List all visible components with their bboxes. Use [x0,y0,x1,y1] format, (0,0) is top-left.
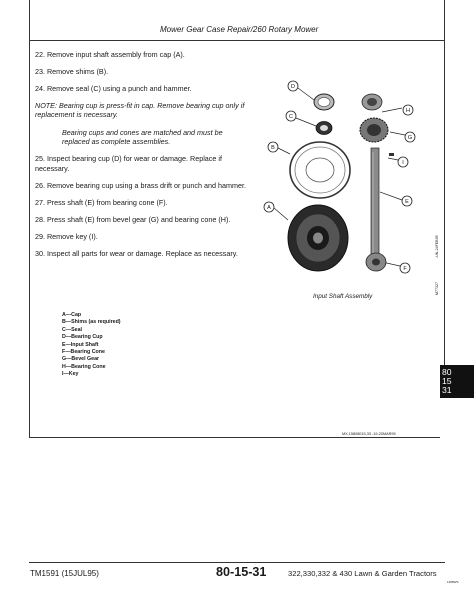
shims-b [290,142,350,198]
callout-c: C [289,114,293,120]
tab-line: 31 [442,384,452,395]
step-24: 24. Remove seal (C) using a punch and hammer. [35,84,192,93]
step-25: 25. Inspect bearing cup (D) for wear or damage. Replace if necessary. [35,154,222,173]
legend-item: E—Input Shaft [62,341,99,348]
figure-caption: Input Shaft Assembly [313,293,373,300]
figure-code-2: M77327 [435,282,439,295]
legend-item: H—Bearing Cone [62,363,106,370]
callout-d: D [291,84,295,90]
left-margin-line [29,0,30,40]
callout-i: I [402,160,404,166]
header-rule [29,40,445,41]
legend-item: G—Bevel Gear [62,356,100,363]
content-right-border [444,40,445,365]
input-shaft-e [371,148,379,260]
footer-page-number: 80-15-31 [216,565,267,579]
page-header-title: Mower Gear Case Repair/260 Rotary Mower [160,25,319,34]
section-tab [440,365,474,398]
callout-b: B [271,145,275,151]
procedure-steps [35,50,250,266]
step-22: 22. Remove input shaft assembly from cap (A). [35,50,185,59]
callout-g: G [407,135,413,141]
small-code: 1308WS [447,580,459,584]
legend-item: A—Cap [62,312,82,318]
input-shaft-assembly-figure [262,80,434,296]
callout-a: A [267,205,271,211]
legend-item: D—Bearing Cup [62,334,103,341]
parts-legend [62,312,121,379]
key-i [389,153,394,156]
step-26: 26. Remove bearing cup using a brass drift or punch and hammer. [35,180,246,190]
step-29: 29. Remove key (I). [35,231,98,241]
step-30: 30. Inspect all parts for wear or damage. Replace as necessary. [35,248,238,258]
figure-code-1: -UN-24FEB95 [435,235,439,258]
legend-item: I—Key [62,371,79,378]
legend-item: F—Bearing Cone [62,349,105,356]
note-text: NOTE: Bearing cup is press-fit in cap. Remove bearing cup only if replacement is necessary. [35,101,245,120]
note-block [35,101,250,147]
callout-e: E [405,199,409,205]
callout-h: H [406,108,410,114]
content-left-border [29,40,30,438]
callout-f: F [403,266,407,272]
footer-manual-id: TM1591 (15JUL95) [30,569,99,578]
reference-code: MX,15808015,33 -19-20MAR95 [342,432,396,436]
footer-model-line: 322,330,332 & 430 Lawn & Garden Tractors [288,569,437,578]
right-margin-line [444,0,445,40]
tab-line: 15 [442,375,452,386]
step-27: 27. Press shaft (E) from bearing cone (F). [35,197,168,207]
note-subtext: Bearing cups and cones are matched and must be replaced as complete assemblies. [62,127,223,147]
content-bottom-rule [29,437,440,438]
step-23: 23. Remove shims (B). [35,67,109,76]
footer-rule [29,562,445,563]
tab-line: 80 [442,367,452,377]
legend-item: B—Shims (as required) [62,319,121,326]
legend-item: C—Seal [62,326,83,333]
step-28: 28. Press shaft (E) from bevel gear (G) and bearing cone (H). [35,214,231,224]
